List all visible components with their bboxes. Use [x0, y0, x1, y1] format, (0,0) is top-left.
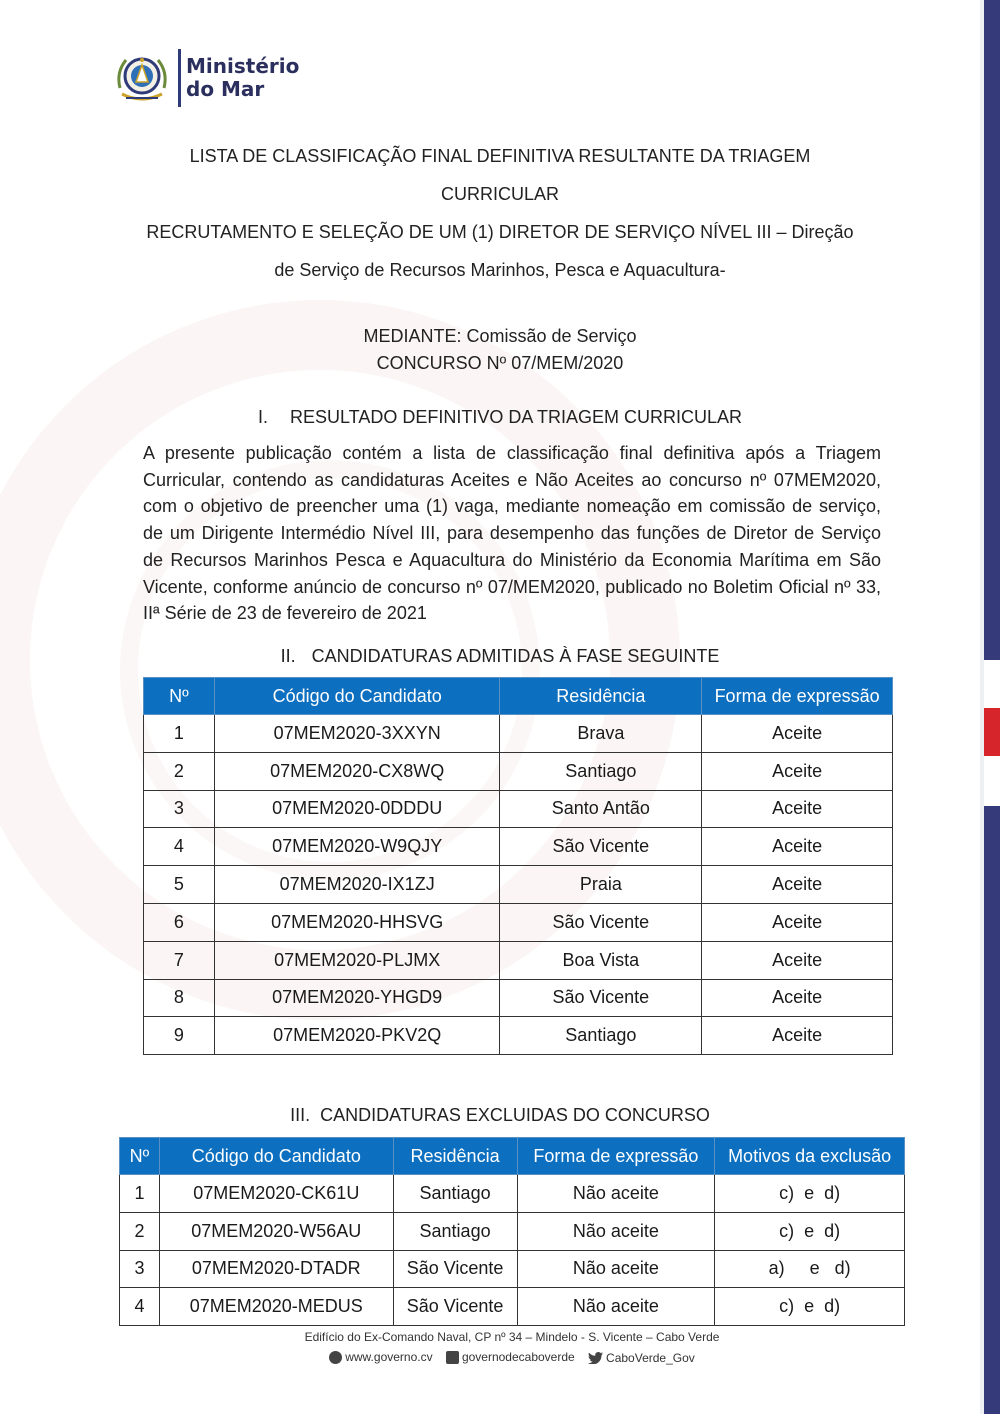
- ministry-name-line1: Ministério: [186, 54, 300, 78]
- col-header-residence: Residência: [500, 678, 702, 715]
- title-line-1: LISTA DE CLASSIFICAÇÃO FINAL DEFINITIVA RESULTANTE DA TRIAGEM: [189, 146, 811, 166]
- col-header-code: Código do Candidato: [159, 1138, 393, 1175]
- title-mediante: MEDIANTE: Comissão de Serviço: [363, 326, 637, 346]
- section-2-heading: [0, 646, 1000, 667]
- cell-code: 07MEM2020-DTADR: [159, 1250, 393, 1288]
- ministry-logo: [112, 48, 299, 108]
- title-concurso: CONCURSO Nº 07/MEM/2020: [376, 353, 624, 373]
- title-line-4: de Serviço de Recursos Marinhos, Pesca e Aquacultura-: [274, 260, 726, 280]
- section-3-title: CANDIDATURAS EXCLUIDAS DO CONCURSO: [320, 1105, 710, 1125]
- section-2-number: II.: [280, 646, 296, 666]
- cell-code: 07MEM2020-W56AU: [159, 1212, 393, 1250]
- cell-residence: São Vicente: [393, 1250, 517, 1288]
- cell-code: 07MEM2020-CX8WQ: [214, 752, 500, 790]
- cell-code: 07MEM2020-PLJMX: [214, 941, 500, 979]
- section-3-heading: [0, 1105, 1000, 1126]
- cell-expression: Aceite: [702, 979, 893, 1017]
- section-3-number: III.: [290, 1105, 311, 1125]
- cell-expression: Aceite: [702, 828, 893, 866]
- cell-number: 3: [144, 790, 215, 828]
- coat-of-arms-icon: [112, 48, 172, 108]
- cell-residence: Santiago: [393, 1175, 517, 1213]
- cell-residence: São Vicente: [500, 979, 702, 1017]
- cell-reasons: a) e d): [715, 1250, 905, 1288]
- table-row: [144, 752, 893, 790]
- cell-code: 07MEM2020-MEDUS: [159, 1288, 393, 1326]
- footer-facebook[interactable]: [446, 1350, 575, 1364]
- table-row: [120, 1175, 905, 1213]
- cell-number: 2: [144, 752, 215, 790]
- cell-number: 9: [144, 1017, 215, 1055]
- table-row: [144, 828, 893, 866]
- footer-website-text: www.governo.cv: [345, 1350, 433, 1364]
- cell-number: 3: [120, 1250, 160, 1288]
- cell-residence: São Vicente: [500, 828, 702, 866]
- cell-expression: Aceite: [702, 941, 893, 979]
- ministry-name: [186, 55, 299, 101]
- excluded-candidates-table: [119, 1137, 905, 1326]
- section-1-paragraph: A presente publicação contém a lista de classificação final definitiva após a Triagem Curricular, contendo as candidaturas Aceites e Não Aceites ao concurso nº 07MEM2020, com o objetivo de preencher uma (1) vaga, mediante nomeação em comissão de serviço, de um Dirigente Intermédio Nível III, para desempenho das funções de Diretor de Serviço de Recursos Marinhos Pesca e Aquacultura do Ministério da Economia Marítima em São Vicente, conforme anúncio de concurso nº 07/MEM2020, publicado no Boletim Oficial nº 33, IIª Série de 23 de fevereiro de 2021: [143, 443, 881, 624]
- col-header-expression: Forma de expressão: [517, 1138, 715, 1175]
- title-line-2: CURRICULAR: [440, 184, 559, 204]
- cell-expression: Não aceite: [517, 1288, 715, 1326]
- cell-residence: Santiago: [500, 752, 702, 790]
- cell-number: 2: [120, 1212, 160, 1250]
- footer-facebook-text: governodecaboverde: [461, 1350, 575, 1364]
- section-2-title: CANDIDATURAS ADMITIDAS À FASE SEGUINTE: [311, 646, 720, 666]
- cell-code: 07MEM2020-CK61U: [159, 1175, 393, 1213]
- table-header-row: [120, 1138, 905, 1175]
- cell-expression: Aceite: [702, 903, 893, 941]
- globe-icon: [329, 1351, 342, 1364]
- col-header-code: Código do Candidato: [214, 678, 500, 715]
- table-row: [144, 903, 893, 941]
- cell-expression: Aceite: [702, 866, 893, 904]
- cell-number: 1: [120, 1175, 160, 1213]
- facebook-icon: [446, 1351, 459, 1364]
- cell-expression: Aceite: [702, 715, 893, 753]
- table-row: [120, 1250, 905, 1288]
- cell-residence: Santiago: [393, 1212, 517, 1250]
- footer-twitter[interactable]: [588, 1351, 695, 1365]
- col-header-number: Nº: [120, 1138, 160, 1175]
- cell-residence: São Vicente: [393, 1288, 517, 1326]
- logo-divider: [178, 49, 181, 107]
- table-row: [144, 941, 893, 979]
- twitter-icon: [588, 1352, 603, 1364]
- cell-number: 8: [144, 979, 215, 1017]
- cell-reasons: c) e d): [715, 1212, 905, 1250]
- table-header-row: [144, 678, 893, 715]
- cell-code: 07MEM2020-PKV2Q: [214, 1017, 500, 1055]
- footer-twitter-text: CaboVerde_Gov: [606, 1350, 695, 1365]
- footer-links: [0, 1350, 1000, 1367]
- col-header-exclusion-reasons: Motivos da exclusão: [715, 1138, 905, 1175]
- cell-code: 07MEM2020-0DDDU: [214, 790, 500, 828]
- cell-reasons: c) e d): [715, 1175, 905, 1213]
- cell-expression: Não aceite: [517, 1250, 715, 1288]
- cell-residence: Santiago: [500, 1017, 702, 1055]
- cell-expression: Aceite: [702, 790, 893, 828]
- footer-website[interactable]: [329, 1350, 432, 1364]
- table-row: [144, 790, 893, 828]
- cell-residence: São Vicente: [500, 903, 702, 941]
- col-header-number: Nº: [144, 678, 215, 715]
- title-line-3: RECRUTAMENTO E SELEÇÃO DE UM (1) DIRETOR DE SERVIÇO NÍVEL III – Direção: [146, 222, 854, 242]
- cell-number: 7: [144, 941, 215, 979]
- cell-number: 4: [120, 1288, 160, 1326]
- cell-residence: Boa Vista: [500, 941, 702, 979]
- col-header-residence: Residência: [393, 1138, 517, 1175]
- table-row: [120, 1288, 905, 1326]
- cell-number: 1: [144, 715, 215, 753]
- cell-code: 07MEM2020-YHGD9: [214, 979, 500, 1017]
- cell-expression: Aceite: [702, 1017, 893, 1055]
- cell-residence: Santo Antão: [500, 790, 702, 828]
- table-row: [144, 866, 893, 904]
- cell-residence: Brava: [500, 715, 702, 753]
- cell-expression: Aceite: [702, 752, 893, 790]
- footer-address: Edifício do Ex-Comando Naval, CP nº 34 – Mindelo - S. Vicente – Cabo Verde: [304, 1330, 720, 1344]
- section-1-heading: [0, 407, 1000, 428]
- col-header-expression: Forma de expressão: [702, 678, 893, 715]
- cell-number: 5: [144, 866, 215, 904]
- section-1-number: I.: [257, 407, 268, 427]
- cell-number: 4: [144, 828, 215, 866]
- cell-expression: Não aceite: [517, 1212, 715, 1250]
- cell-code: 07MEM2020-IX1ZJ: [214, 866, 500, 904]
- ministry-name-line2: do Mar: [186, 77, 265, 101]
- cell-code: 07MEM2020-3XXYN: [214, 715, 500, 753]
- section-1-title: RESULTADO DEFINITIVO DA TRIAGEM CURRICULAR: [289, 407, 743, 427]
- table-row: [120, 1212, 905, 1250]
- admitted-candidates-table: [143, 677, 893, 1055]
- edge-stripe-red: [984, 708, 1000, 756]
- cell-number: 6: [144, 903, 215, 941]
- cell-residence: Praia: [500, 866, 702, 904]
- cell-code: 07MEM2020-HHSVG: [214, 903, 500, 941]
- cell-code: 07MEM2020-W9QJY: [214, 828, 500, 866]
- table-row: [144, 1017, 893, 1055]
- table-row: [144, 715, 893, 753]
- cell-expression: Não aceite: [517, 1175, 715, 1213]
- cell-reasons: c) e d): [715, 1288, 905, 1326]
- table-row: [144, 979, 893, 1017]
